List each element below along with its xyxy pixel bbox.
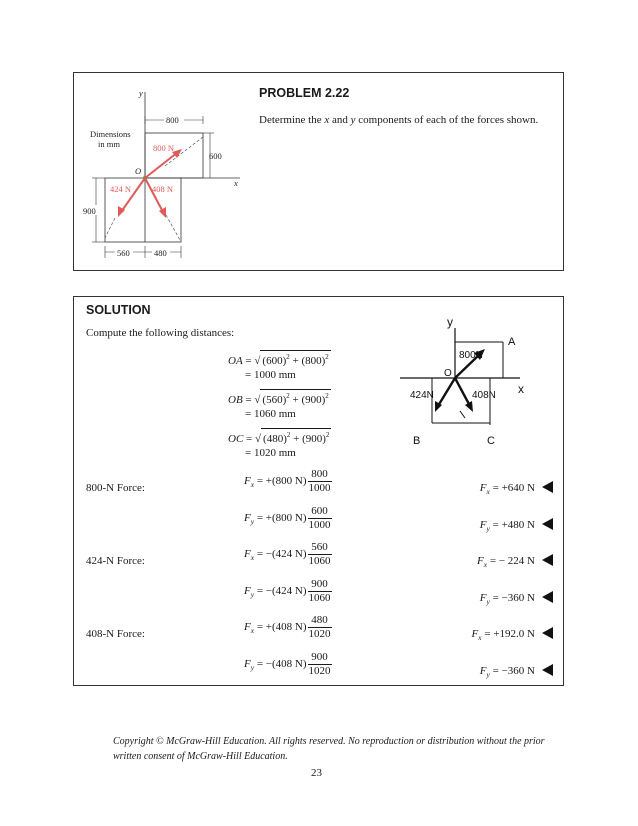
- ratio-denominator: 1020: [308, 664, 331, 677]
- force-magnitude: (408 N): [272, 621, 307, 634]
- distance-name: OB: [228, 394, 243, 406]
- ratio-numerator: 900: [308, 578, 332, 592]
- statement-pre: Determine the: [259, 114, 325, 126]
- radicand-b: (900): [302, 433, 326, 445]
- ratio-denominator: 1000: [308, 482, 331, 494]
- copyright-line-1: Copyright © McGraw-Hill Education. All rights reserved. No reproduction or distribution without the prior: [113, 736, 545, 747]
- radicand-b: (900): [301, 394, 326, 406]
- force-component-result: $F_y = +480$ N: [480, 518, 553, 533]
- force-label: 800-N Force:: [86, 482, 145, 494]
- sketch-424-label: 424N: [410, 390, 434, 401]
- fig-x-label: x: [234, 178, 238, 188]
- ratio-denominator: 1000: [308, 518, 331, 531]
- solution-intro: Compute the following distances:: [86, 327, 235, 339]
- component-axis: x: [250, 553, 255, 563]
- result-axis: x: [486, 487, 490, 496]
- ratio-denominator: 1020: [308, 628, 331, 640]
- ratio-fraction: [308, 468, 332, 495]
- ratio-fraction: [308, 614, 332, 641]
- force-label: 408-N Force:: [86, 628, 145, 640]
- fig-dim-480: 480: [154, 248, 167, 258]
- component-axis: y: [250, 516, 255, 526]
- sketch-x-label: x: [518, 382, 524, 396]
- copyright-line-2: written consent of McGraw-Hill Education.: [113, 751, 288, 762]
- fig-force-424-label: 424 N: [110, 184, 132, 194]
- ratio-numerator: 900: [308, 651, 332, 665]
- result-value: +640 N: [501, 482, 535, 494]
- problem-title: PROBLEM 2.22: [259, 86, 350, 100]
- fig-dim-600: 600: [209, 151, 222, 161]
- ratio-numerator: 600: [308, 505, 332, 519]
- component-axis: x: [250, 480, 255, 490]
- component-axis: y: [250, 589, 255, 599]
- sketch-o-label: O: [444, 368, 452, 379]
- distance-name: OA: [228, 355, 243, 367]
- force-magnitude: (800 N): [272, 475, 307, 488]
- force-component-equation: $F_y = +(800$ N) $\frac{600}{1000}$: [244, 504, 331, 531]
- ratio-numerator: 480: [308, 614, 332, 628]
- distance-equation-oa: OA = √ $(600)^2 + (800)^2$: [228, 350, 331, 368]
- page-number: 23: [311, 767, 322, 779]
- component-sign: +: [265, 475, 273, 488]
- result-axis: x: [483, 560, 488, 569]
- fig-origin-label: O: [135, 166, 142, 176]
- force-magnitude: (800 N): [272, 511, 307, 524]
- radicand-a: (560): [262, 394, 287, 406]
- force-component-equation: $F_y = -(424$ N) $\frac{900}{1060}$: [244, 577, 331, 604]
- fig-dim-900: 900: [83, 206, 96, 216]
- radicand: $(480)^2 + (900)^2$: [261, 428, 331, 446]
- fig-dim-800: 800: [166, 115, 179, 125]
- force-component-result: $F_y = -360$ N: [480, 664, 553, 679]
- distance-result-ob: = 1060 mm: [245, 408, 296, 420]
- distance-result-value: 1000 mm: [253, 369, 296, 381]
- result-value: +480 N: [501, 518, 535, 531]
- fig-force-408-label: 408 N: [152, 184, 174, 194]
- radicand-a: (600): [262, 355, 287, 367]
- result-axis: x: [478, 633, 482, 642]
- sketch-c-label: C: [487, 435, 495, 447]
- statement-post: components of each of the forces shown.: [355, 114, 539, 126]
- distance-equation-ob: OB = √ $(560)^2 + (900)^2$: [228, 389, 331, 407]
- distance-result-oc: = 1020 mm: [245, 447, 296, 459]
- fig-force-800-label: 800 N: [153, 143, 175, 153]
- distance-name: OC: [228, 433, 244, 445]
- component-sign: −: [265, 657, 273, 670]
- radicand: $(600)^2 + (800)^2$: [260, 350, 330, 368]
- radicand: $(560)^2 + (900)^2$: [260, 389, 330, 407]
- force-component-equation: $F_x = -(424$ N) $\frac{560}{1060}$: [244, 541, 331, 567]
- component-axis: y: [250, 662, 255, 672]
- ratio-denominator: 1060: [308, 591, 331, 604]
- ratio-numerator: 800: [308, 468, 332, 482]
- force-label: 424-N Force:: [86, 555, 145, 567]
- result-value: −360 N: [501, 664, 535, 677]
- sketch-800-label: 800N: [459, 350, 483, 361]
- component-sign: −: [265, 584, 273, 597]
- ratio-fraction: [308, 505, 332, 532]
- answer-marker-icon: [542, 627, 553, 639]
- result-axis: y: [486, 669, 490, 679]
- sketch-408-label: 408N: [472, 390, 496, 401]
- component-sign: +: [265, 621, 273, 634]
- result-axis: y: [486, 523, 490, 533]
- answer-marker-icon: [542, 664, 553, 676]
- force-component-equation: $F_x = +(800$ N) $\frac{800}{1000}$: [244, 468, 331, 494]
- force-component-equation: $F_x = +(408$ N) $\frac{480}{1020}$: [244, 614, 331, 640]
- distance-result-value: 1060 mm: [253, 408, 296, 420]
- answer-marker-icon: [542, 481, 553, 493]
- fig-dimensions-units: in mm: [98, 139, 120, 149]
- force-component-result: $F_x$ = − 224 N: [477, 554, 553, 569]
- ratio-fraction: [308, 578, 332, 605]
- component-sign: +: [265, 511, 273, 524]
- force-component-result: $F_y = -360$ N: [480, 591, 553, 606]
- radicand-a: (480): [263, 433, 287, 445]
- result-value: +192.0 N: [493, 628, 535, 640]
- solution-title: SOLUTION: [86, 303, 151, 317]
- fig-dimensions-label: Dimensions: [90, 129, 131, 139]
- sketch-b-label: B: [413, 435, 421, 447]
- ratio-fraction: [308, 541, 332, 568]
- distance-result-oa: = 1000 mm: [245, 369, 296, 381]
- component-sign: −: [265, 548, 273, 561]
- distance-result-value: 1020 mm: [253, 447, 296, 459]
- sketch-y-label: y: [447, 315, 453, 329]
- ratio-numerator: 560: [308, 541, 332, 555]
- sketch-a-label: A: [508, 336, 516, 348]
- fig-y-label: y: [139, 88, 143, 98]
- fig-dim-560: 560: [117, 248, 130, 258]
- answer-marker-icon: [542, 591, 553, 603]
- result-value: −360 N: [501, 591, 535, 604]
- ratio-fraction: [308, 651, 332, 678]
- force-component-equation: $F_y = -(408$ N) $\frac{900}{1020}$: [244, 650, 331, 677]
- force-component-result: $F_x = +640$ N: [480, 481, 553, 496]
- statement-x: x: [324, 114, 330, 126]
- result-value: − 224 N: [498, 555, 535, 567]
- distance-equation-oc: OC = √ $(480)^2 + (900)^2$: [228, 428, 331, 446]
- answer-marker-icon: [542, 518, 553, 530]
- result-axis: y: [486, 596, 490, 606]
- ratio-denominator: 1060: [308, 555, 331, 567]
- radicand-b: (800): [301, 355, 326, 367]
- force-magnitude: (424 N): [272, 548, 307, 561]
- force-magnitude: (408 N): [272, 657, 307, 670]
- component-axis: x: [250, 626, 255, 636]
- statement-y: y: [350, 114, 356, 126]
- statement-mid: and: [329, 114, 351, 126]
- force-magnitude: (424 N): [272, 584, 307, 597]
- answer-marker-icon: [542, 554, 553, 566]
- force-component-result: $F_x = +192.0$ N: [472, 627, 553, 642]
